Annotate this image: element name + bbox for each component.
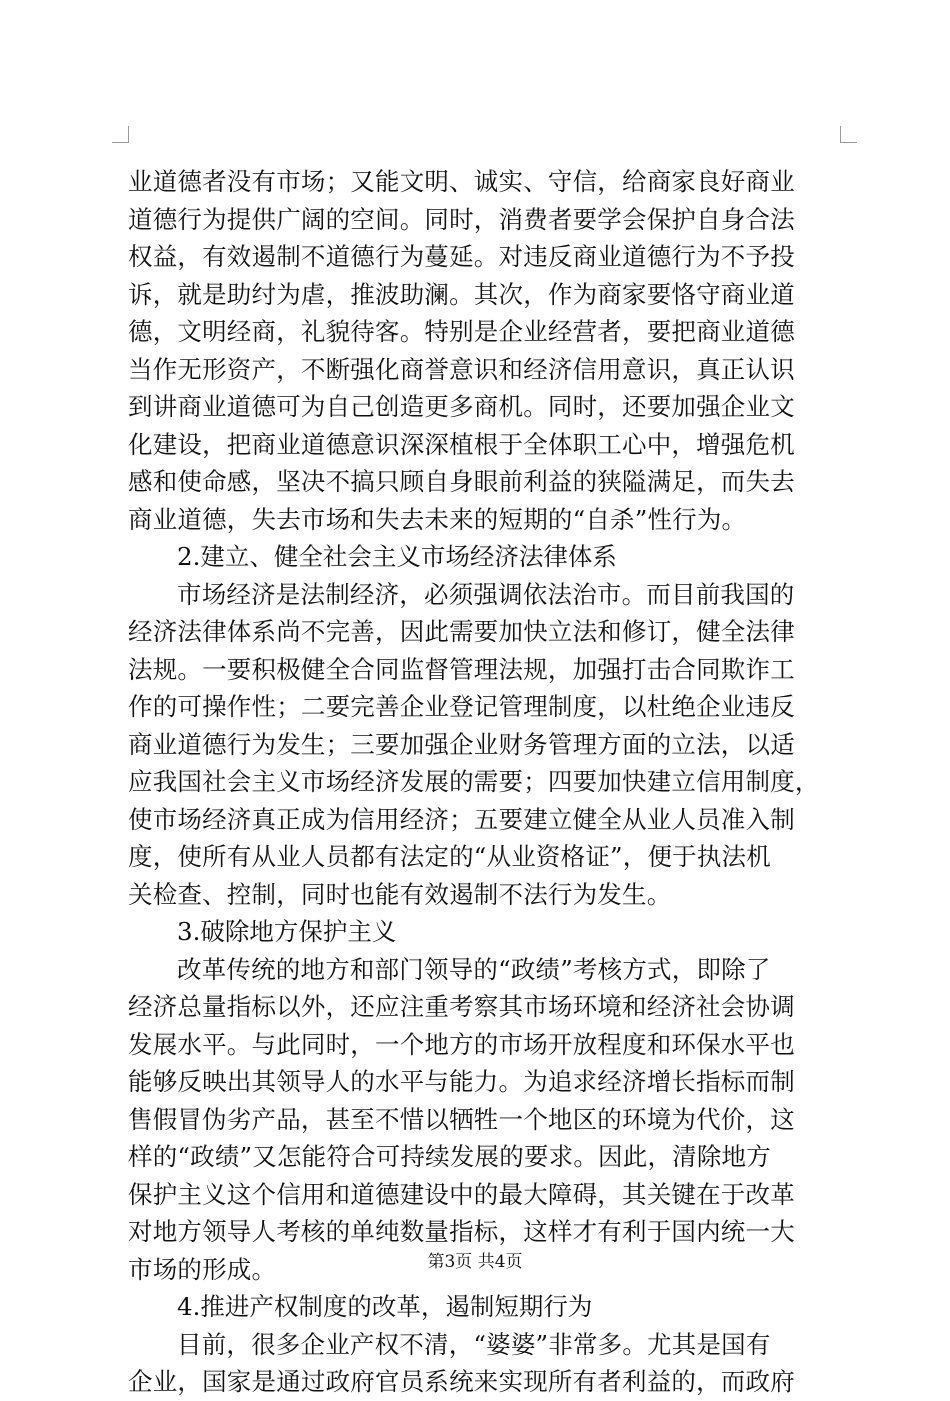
text-line: 关检查、控制，同时也能有效遏制不法行为发生。 <box>128 879 672 909</box>
section-heading: 4.推进产权制度的改革，遏制短期行为 <box>177 1292 593 1321</box>
text-line: 样的“政绩”又怎能符合可持续发展的要求。因此，清除地方 <box>128 1142 771 1171</box>
text-line: 道德行为提供广阔的空间。同时，消费者要学会保护自身合法 <box>128 204 795 234</box>
text-line: 德，文明经商，礼貌待客。特别是企业经营者，要把商业道德 <box>128 317 795 346</box>
text-line: 市场经济是法制经济，必须强调依法治市。而目前我国的 <box>177 579 795 609</box>
text-line: 经济法律体系尚不完善，因此需要加快立法和修订，健全法律 <box>128 617 795 646</box>
section-2 <box>128 538 840 913</box>
crop-mark-top-right <box>840 126 857 143</box>
text-line: 使市场经济真正成为信用经济；五要建立健全从业人员准入制 <box>128 804 795 834</box>
text-line: 法规。一要积极健全合同监督管理法规，加强打击合同欺诈工 <box>128 654 795 684</box>
section-4 <box>128 1288 840 1401</box>
text-line: 权益，有效遏制不道德行为蔓延。对违反商业道德行为不予投 <box>128 242 795 271</box>
paragraph-continuation <box>128 163 840 538</box>
text-line: 商业道德行为发生；三要加强企业财务管理方面的立法，以适 <box>128 729 795 759</box>
text-line: 业道德者没有市场；又能文明、诚实、守信，给商家良好商业 <box>128 167 795 196</box>
text-line: 商业道德，失去市场和失去未来的短期的“自杀”性行为。 <box>128 504 747 534</box>
text-line: 度，使所有从业人员都有法定的“从业资格证”，便于执法机 <box>128 842 771 871</box>
page-number-footer: 第3页 共4页 <box>427 1252 523 1272</box>
text-line: 当作无形资产，不断强化商誉意识和经济信用意识，真正认识 <box>128 354 795 384</box>
section-heading: 3.破除地方保护主义 <box>177 917 397 946</box>
section-3 <box>128 913 840 1288</box>
section-heading: 2.建立、健全社会主义市场经济法律体系 <box>177 542 617 571</box>
text-line: 作的可操作性；二要完善企业登记管理制度，以杜绝企业违反 <box>128 692 795 721</box>
text-line: 发展水平。与此同时，一个地方的市场开放程度和环保水平也 <box>128 1029 795 1059</box>
text-line: 应我国社会主义市场经济发展的需要；四要加快建立信用制度， <box>128 767 820 796</box>
text-line: 化建设，把商业道德意识深深植根于全体职工心中，增强危机 <box>128 429 795 459</box>
crop-mark-top-left <box>112 126 129 143</box>
document-body <box>128 163 840 1401</box>
text-line: 目前，很多企业产权不清，“婆婆”非常多。尤其是国有 <box>177 1329 771 1359</box>
text-line: 企业，国家是通过政府官员系统来实现所有者利益的，而政府 <box>128 1367 795 1396</box>
text-line: 经济总量指标以外，还应注重考察其市场环境和经济社会协调 <box>128 992 795 1021</box>
text-line: 到讲商业道德可为自己创造更多商机。同时，还要加强企业文 <box>128 392 795 421</box>
text-line: 诉，就是助纣为虐，推波助澜。其次，作为商家要恪守商业道 <box>128 279 795 309</box>
text-line: 售假冒伪劣产品，甚至不惜以牺牲一个地区的环境为代价，这 <box>128 1104 795 1134</box>
text-line: 保护主义这个信用和道德建设中的最大障碍，其关键在于改革 <box>128 1179 795 1209</box>
text-line: 市场的形成。 <box>128 1254 277 1284</box>
text-line: 对地方领导人考核的单纯数量指标，这样才有利于国内统一大 <box>128 1217 795 1246</box>
text-line: 改革传统的地方和部门领导的“政绩”考核方式，即除了 <box>177 954 771 984</box>
text-line: 能够反映出其领导人的水平与能力。为追求经济增长指标而制 <box>128 1067 795 1096</box>
text-line: 感和使命感，坚决不搞只顾自身眼前利益的狭隘满足，而失去 <box>128 467 795 496</box>
